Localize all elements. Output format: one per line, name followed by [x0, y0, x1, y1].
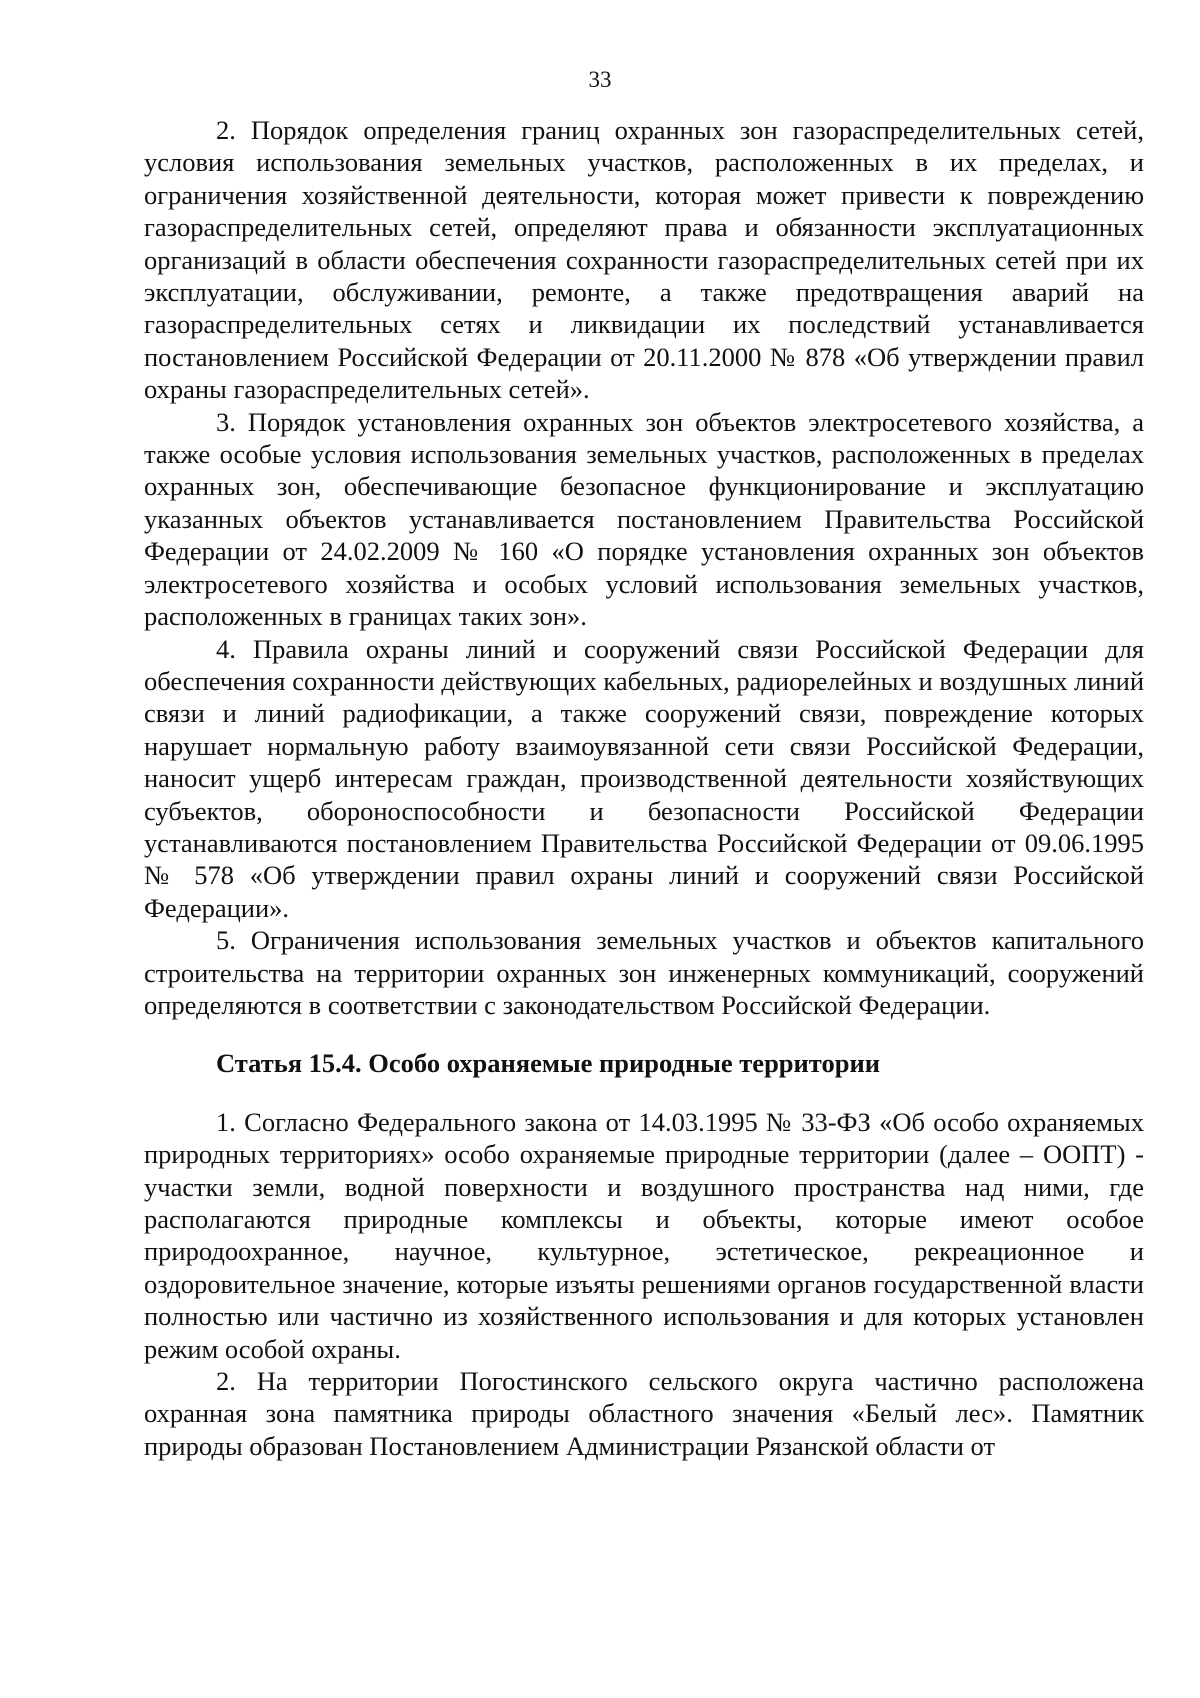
- paragraph-electric-grid-zones: 3. Порядок установления охранных зон объектов электросетевого хозяйства, а также особые условия использования земельных участков, расположенных в пределах охранных зон, обеспечивающие безопасное функционирование и эксплуатацию указанных объектов устанавливается постановлением Правительства Российской Федерации от 24.02.2009 № 160 «О порядке установления охранных зон объектов электросетевого хозяйства и особых условий использования земельных участков, расположенных в границах таких зон».: [144, 406, 1144, 632]
- document-body: [144, 114, 1144, 1462]
- paragraph-land-use-restrictions: 5. Ограничения использования земельных участков и объектов капитального строительства на территории охранных зон инженерных коммуникаций, сооружений определяются в соответствии с законодательством Российской Федерации.: [144, 925, 1144, 1020]
- article-heading: Статья 15.4. Особо охраняемые природные территории: [216, 1048, 881, 1079]
- page-number: 33: [588, 67, 612, 92]
- paragraph-gas-network-zones: 2. Порядок определения границ охранных зон газораспределительных сетей, условия использования земельных участков, расположенных в их пределах, и ограничения хозяйственной деятельности, которая может привести к повреждению газораспределительных сетей, определяют права и обязанности эксплуатационных организаций в области обеспечения сохранности газораспределительных сетей при их эксплуатации, обслуживании, ремонте, а также предотвращения аварий на газораспределительных сетях и ликвидации их последствий устанавливается постановлением Российской Федерации от 20.11.2000 № 878 «Об утверждении правил охраны газораспределительных сетей».: [144, 115, 1144, 405]
- paragraph-belyi-les-monument: 2. На территории Погостинского сельского округа частично расположена охранная зона памятника природы областного значения «Белый лес». Памятник природы образован Постановлением Администрации Рязанской области от: [144, 1366, 1144, 1461]
- paragraph-communication-lines: 4. Правила охраны линий и сооружений связи Российской Федерации для обеспечения сохранности действующих кабельных, радиорелейных и воздушных линий связи и линий радиофикации, а также сооружений связи, повреждение которых нарушает нормальную работу взаимоувязанной сети связи Российской Федерации, наносит ущерб интересам граждан, производственной деятельности хозяйствующих субъектов, обороноспособности и безопасности Российской Федерации устанавливаются постановлением Правительства Российской Федерации от 09.06.1995 № 578 «Об утверждении правил охраны линий и сооружений связи Российской Федерации».: [144, 633, 1144, 923]
- paragraph-protected-areas-definition: 1. Согласно Федерального закона от 14.03.1995 № 33-ФЗ «Об особо охраняемых природных территориях» особо охраняемые природные территории (далее – ООПТ) - участки земли, водной поверхности и воздушного пространства над ними, где располагаются природные комплексы и объекты, которые имеют особое природоохранное, научное, культурное, эстетическое, рекреационное и оздоровительное значение, которые изъяты решениями органов государственной власти полностью или частично из хозяйственного использования и для которых установлен режим особой охраны.: [144, 1106, 1144, 1364]
